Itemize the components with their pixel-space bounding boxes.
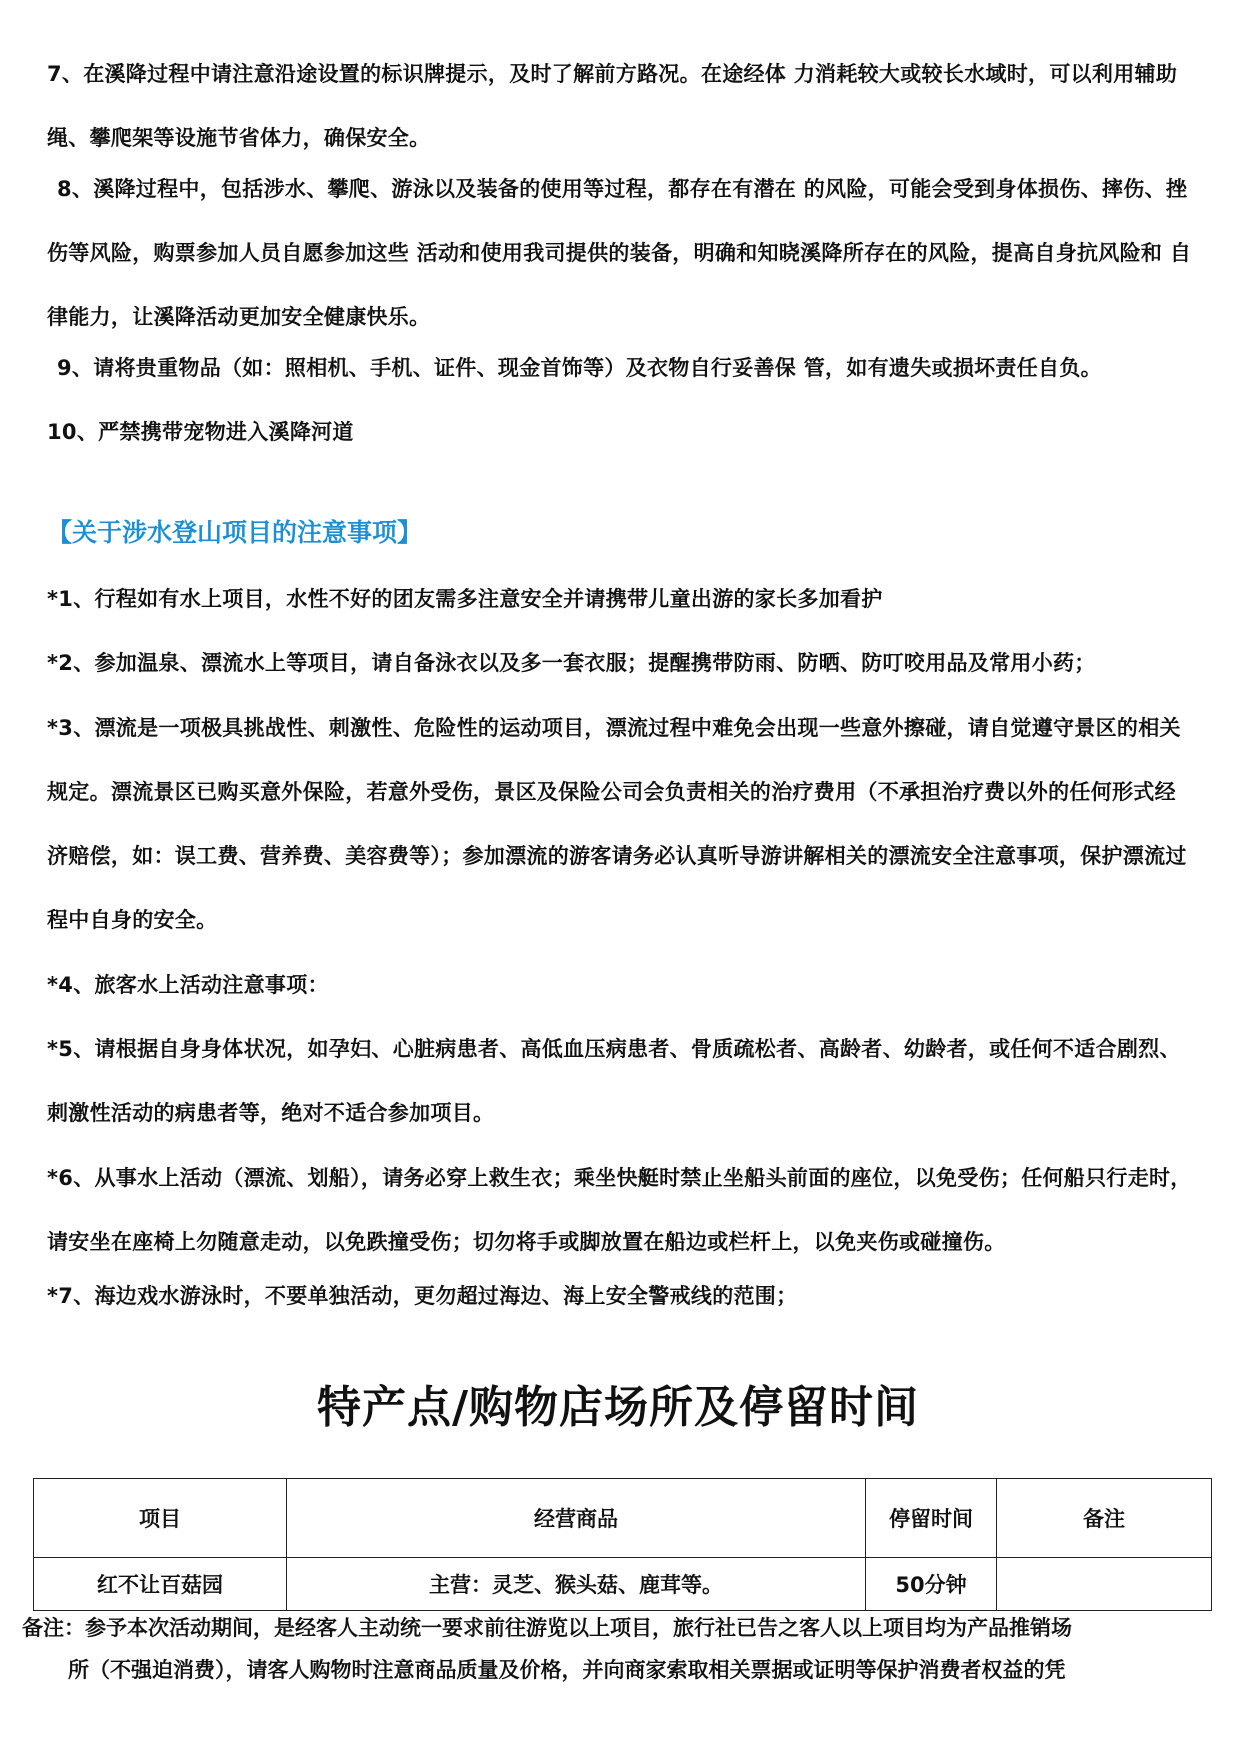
paragraph-7: 7、在溪降过程中请注意沿途设置的标识牌提示，及时了解前方路况。在途经体 力消耗较大或较长水域时，可以利用辅助绳、攀爬架等设施节省体力，确保安全。	[47, 62, 1178, 150]
section-heading: 【关于涉水登山项目的注意事项】	[47, 518, 423, 547]
paragraph-8: 8、溪降过程中，包括涉水、攀爬、游泳以及装备的使用等过程，都存在有潜在 的风险，可能会受到身体损伤、摔伤、挫伤等风险，购票参加人员自愿参加这些 活动和使用我司提供的装备，明确和知晓溪降所存在的风险，提高自身抗风险和 自律能力，让溪降活动更加安全健康快乐。	[47, 177, 1192, 329]
notice-4: *4、旅客水上活动注意事项：	[47, 973, 329, 997]
notice-1: *1、行程如有水上项目，水性不好的团友需多注意安全并请携带儿童出游的家长多加看护	[47, 587, 883, 611]
notice-3: *3、漂流是一项极具挑战性、刺激性、危险性的运动项目，漂流过程中难免会出现一些意外擦碰，请自觉遵守景区的相关规定。漂流景区已购买意外保险，若意外受伤，景区及保险公司会负责相关的治疗费用（不承担治疗费以外的任何形式经济赔偿，如：误工费、营养费、美容费等）；参加漂流的游客请务必认真听导游讲解相关的漂流安全注意事项，保护漂流过程中自身的安全。	[47, 716, 1187, 932]
cell-stay-time: 50分钟	[866, 1558, 997, 1611]
table-row	[34, 1558, 1212, 1611]
table-header-row	[34, 1479, 1212, 1558]
cell-item: 红不让百菇园	[34, 1558, 287, 1611]
header-goods: 经营商品	[287, 1479, 866, 1558]
paragraph-9: 9、请将贵重物品（如：照相机、手机、证件、现金首饰等）及衣物自行妥善保 管，如有遗失或损坏责任自负。	[57, 356, 1102, 380]
paragraph-10: 10、严禁携带宠物进入溪降河道	[47, 420, 354, 444]
footnote-line-2: 所（不强迫消费），请客人购物时注意商品质量及价格，并向商家索取相关票据或证明等保护消费者权益的凭	[68, 1658, 1066, 1682]
shop-title: 特产点/购物店场所及停留时间	[316, 1382, 920, 1433]
cell-remarks	[997, 1558, 1212, 1611]
header-remarks: 备注	[997, 1479, 1212, 1558]
footnote-line-1: 备注：参予本次活动期间，是经客人主动统一要求前往游览以上项目，旅行社已告之客人以上项目均为产品推销场	[22, 1616, 1072, 1640]
notice-5: *5、请根据自身身体状况，如孕妇、心脏病患者、高低血压病患者、骨质疏松者、高龄者、幼龄者，或任何不适合剧烈、刺激性活动的病患者等，绝对不适合参加项目。	[47, 1037, 1181, 1125]
notice-6: *6、从事水上活动（漂流、划船），请务必穿上救生衣；乘坐快艇时禁止坐船头前面的座位，以免受伤；任何船只行走时，请安坐在座椅上勿随意走动，以免跌撞受伤；切勿将手或脚放置在船边或栏杆上，以免夹伤或碰撞伤。	[47, 1166, 1192, 1254]
shop-table	[33, 1478, 1212, 1611]
cell-goods: 主营：灵芝、猴头菇、鹿茸等。	[287, 1558, 866, 1611]
footnote	[22, 1607, 1202, 1691]
header-item: 项目	[34, 1479, 287, 1558]
notice-2: *2、参加温泉、漂流水上等项目，请自备泳衣以及多一套衣服；提醒携带防雨、防晒、防叮咬用品及常用小药；	[47, 651, 1096, 675]
header-stay-time: 停留时间	[866, 1479, 997, 1558]
notice-7: *7、海边戏水游泳时，不要单独活动，更勿超过海边、海上安全警戒线的范围；	[47, 1284, 798, 1308]
